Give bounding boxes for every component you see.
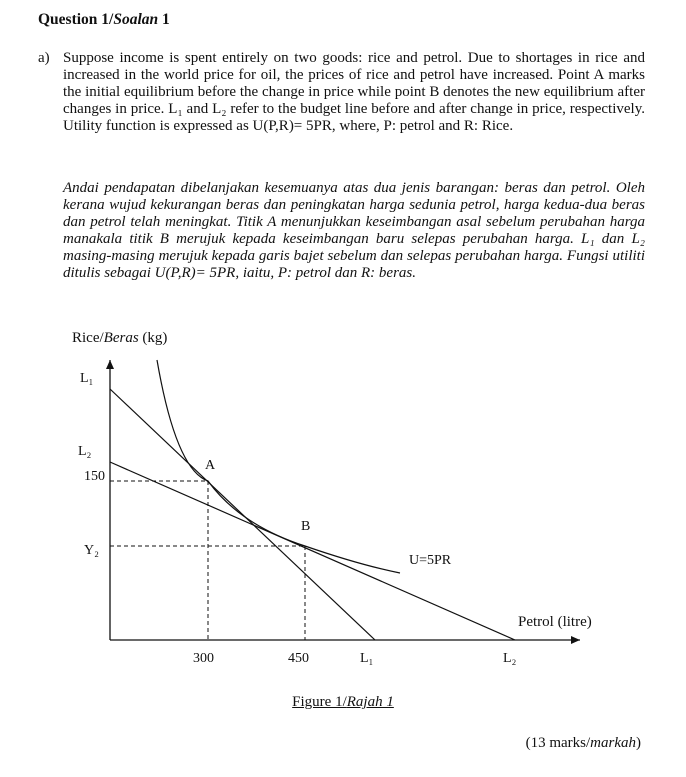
marks-en: (13 marks/ (525, 735, 591, 751)
heading-num: 1 (158, 11, 170, 28)
x-tick-l2: L₂ (503, 651, 517, 666)
point-b-label: B (301, 519, 311, 534)
y-tick-y2: Y₂ (84, 543, 99, 558)
marks-note (526, 735, 641, 752)
budget-line-l2 (110, 462, 515, 640)
y-axis-label: Rice/Beras (kg) (72, 330, 168, 346)
point-a-label: A (205, 458, 216, 473)
part-label: a) (38, 50, 50, 66)
marks-close: ) (636, 735, 641, 751)
y-tick-l1: L₁ (80, 371, 94, 386)
heading-ms: Soalan (113, 11, 159, 28)
heading-en: Question 1/ (38, 11, 114, 28)
x-tick-l1: L₁ (360, 651, 374, 666)
x-tick-300: 300 (193, 651, 214, 666)
marks-ms: markah (590, 735, 636, 751)
caption-ms: Rajah 1 (346, 694, 394, 710)
figure-caption (0, 694, 686, 711)
x-tick-450: 450 (288, 651, 309, 666)
question-text-en: Suppose income is spent entirely on two goods: rice and petrol. Due to shortages in rice and increased in the world price for oil, the prices of rice and petrol have increased. Point A marks the initial equilibrium before the change in price while point B denotes the new equilibrium after changes in price. L₁ and L₂ refer to the budget line before and after change in price, respectively. Utility function is expressed as U(P,R)= 5PR, where, P: petrol and R: Rice. (63, 50, 645, 134)
y-tick-150: 150 (84, 469, 105, 484)
x-axis-label: Petrol (litre) (518, 614, 592, 630)
indifference-curve (157, 360, 400, 573)
caption-en: Figure 1/ (292, 694, 347, 710)
y-tick-l2: L₂ (78, 444, 92, 459)
curve-label: U=5PR (409, 553, 452, 568)
question-text-ms: Andai pendapatan dibelanjakan kesemuanya atas dua jenis barangan: beras dan petrol. Oleh kerana wujud kekurangan beras dan peningkatan harga sedunia petrol, harga kedua-dua beras dan petrol telah meningkat. Titik A menunjukkan keseimbangan asal sebelum perubahan harga manakala titik B merujuk kepada keseimbangan baru selepas perubahan harga. L₁ dan L₂ masing-masing merujuk kepada garis bajet sebelum dan selepas perubahan harga. Fungsi utiliti ditulis sebagai U(P,R)= 5PR, iaitu, P: petrol dan R: beras. (63, 180, 645, 281)
